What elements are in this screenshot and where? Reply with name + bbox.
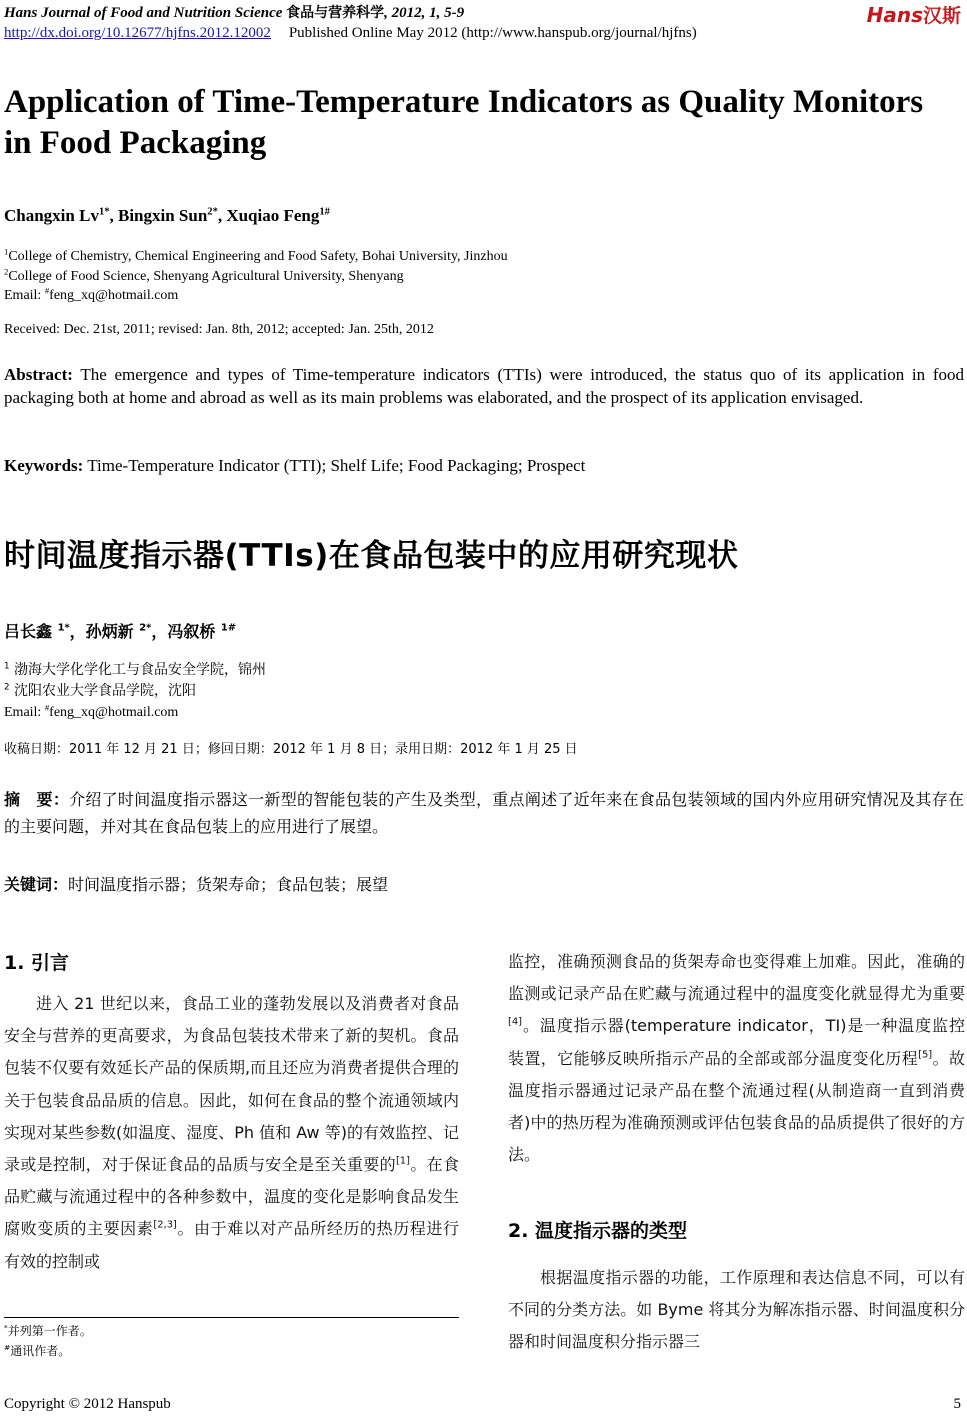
abstract-text-cn: 介绍了时间温度指示器这一新型的智能包装的产生及类型，重点阐述了近年来在食品包装领域的国内外应用研究情况及其存在的主要问题，并对其在食品包装上的应用进行了展望。 [4, 790, 964, 836]
keywords-text-en: Time-Temperature Indicator (TTI); Shelf Life; Food Packaging; Prospect [83, 456, 586, 475]
paper-title-en: Application of Time-Temperature Indicators as Quality Monitors in Food Packaging [4, 84, 924, 161]
footnotes [4, 1321, 92, 1361]
authors-en: Changxin $Lv^{1*}$, Bingxin Sun$^{2*}$, Xuqiao Feng$^{1\#}$ [4, 206, 330, 225]
journal-header [4, 2, 464, 22]
section-1-heading: 1. 引言 [4, 952, 70, 974]
journal-name-cn: 食品与营养科学 [286, 5, 385, 21]
email-cn: Email: #feng_xq@hotmail.com [4, 702, 179, 720]
abstract-label-cn: 摘 要： [4, 790, 70, 809]
dates-cn: 收稿日期：2011 年 12 月 21 日；修回日期：2012 年 1 月 8 日；录用日期：2012 年 1 月 25 日 [4, 742, 578, 757]
journal-name: Hans Journal of Food and Nutrition Science [4, 5, 283, 21]
affiliations-en [4, 247, 508, 306]
doi-line [4, 25, 697, 42]
keywords-cn [4, 872, 388, 895]
footnote-divider [4, 1317, 459, 1318]
section-1-continued: 监控，准确预测食品的货架寿命也变得难上加难。因此，准确的监测或记录产品在贮藏与流通过程中的温度变化就显得尤为重要[4]。温度指示器(temperature indicator，TI)是一种温度监控装置，它能够反映所指示产品的全部或部分温度变化历程[5]。故温度指示器通过记录产品在整个流通过程(从制造商一直到消费者)中的热历程为准确预测或评估包装食品的品质提供了很好的方法。 [508, 952, 965, 1165]
keywords-text-cn: 时间温度指示器；货架寿命；食品包装；展望 [68, 875, 389, 894]
hans-logo [867, 1, 961, 28]
affiliation-1-cn: $^1$ 渤海大学化学化工与食品安全学院，锦州 [4, 661, 266, 678]
abstract-text-en: The emergence and types of Time-temperature indicators (TTIs) were introduced, the status quo of its application in food packaging both at home and abroad as well as its main problems was elaborated, and the prospect of its application envisaged. [4, 365, 964, 407]
journal-citation: , 2012, 1, 5-9 [384, 5, 465, 21]
logo-text-en: Hans [866, 3, 923, 27]
paper-title-cn: 时间温度指示器(TTIs)在食品包装中的应用研究现状 [4, 538, 739, 574]
abstract-label-en: Abstract: [4, 365, 73, 384]
keywords-label-cn: 关键词： [4, 875, 69, 894]
logo-text-cn: 汉斯 [922, 5, 961, 27]
dates-en: Received: Dec. 21st, 2011; revised: Jan. 8th, 2012; accepted: Jan. 25th, 2012 [4, 322, 434, 337]
affiliation-1-en: $^1$College of Chemistry, Chemical Engineering and Food Safety, Bohai University, Jinzhou [4, 246, 508, 264]
abstract-en [4, 364, 964, 409]
keywords-label-en: Keywords: [4, 456, 84, 475]
affiliation-2-cn: $^2$ 沈阳农业大学食品学院，沈阳 [4, 682, 196, 699]
footnote-1: *并列第一作者。 [4, 1323, 92, 1338]
copyright: Copyright © 2012 Hanspub [4, 1396, 171, 1412]
affiliation-2-en: $^2$College of Food Science, Shenyang Agricultural University, Shenyang [4, 265, 404, 284]
doi-link[interactable]: http://dx.doi.org/10.12677/hjfns.2012.12002 [4, 25, 271, 41]
abstract-cn [4, 786, 964, 840]
section-1-paragraph: 进入 21 世纪以来，食品工业的蓬勃发展以及消费者对食品安全与营养的更高要求，为食品包装技术带来了新的契机。食品包装不仅要有效延长产品的保质期,而且还应为消费者提供合理的关于包装食品品质的信息。因此，如何在食品的整个流通领域内实现对某些参数(如温度、湿度、Ph 值和 Aw 等)的有效监控、记录或是控制，对于保证食品的品质与安全是至关重要的[1]。在食品贮藏与流通过程中的各种参数中，温度的变化是影响食品发生腐败变质的主要因素[2,3]。由于难以对产品所经历的热历程进行有效的控制或 [4, 994, 459, 1271]
section-2-heading: 2. 温度指示器的类型 [508, 1220, 688, 1242]
page-number: 5 [953, 1396, 961, 1412]
section-2-paragraph: 根据温度指示器的功能，工作原理和表达信息不同，可以有不同的分类方法。如 Byme 将其分为解冻指示器、时间温度积分器和时间温度积分指示器三 [508, 1268, 965, 1352]
email-en: Email: #feng_xq@hotmail.com [4, 285, 179, 303]
footnote-2: #通讯作者。 [4, 1343, 71, 1358]
keywords-en [4, 456, 585, 476]
published-online: Published Online May 2012 (http://www.hanspub.org/journal/hjfns) [288, 25, 697, 41]
affiliations-cn [4, 660, 266, 723]
authors-cn: 吕长鑫 $^{1*}$，孙炳新 $^{2*}$，冯叙桥 $^{1\#}$ [4, 622, 237, 641]
